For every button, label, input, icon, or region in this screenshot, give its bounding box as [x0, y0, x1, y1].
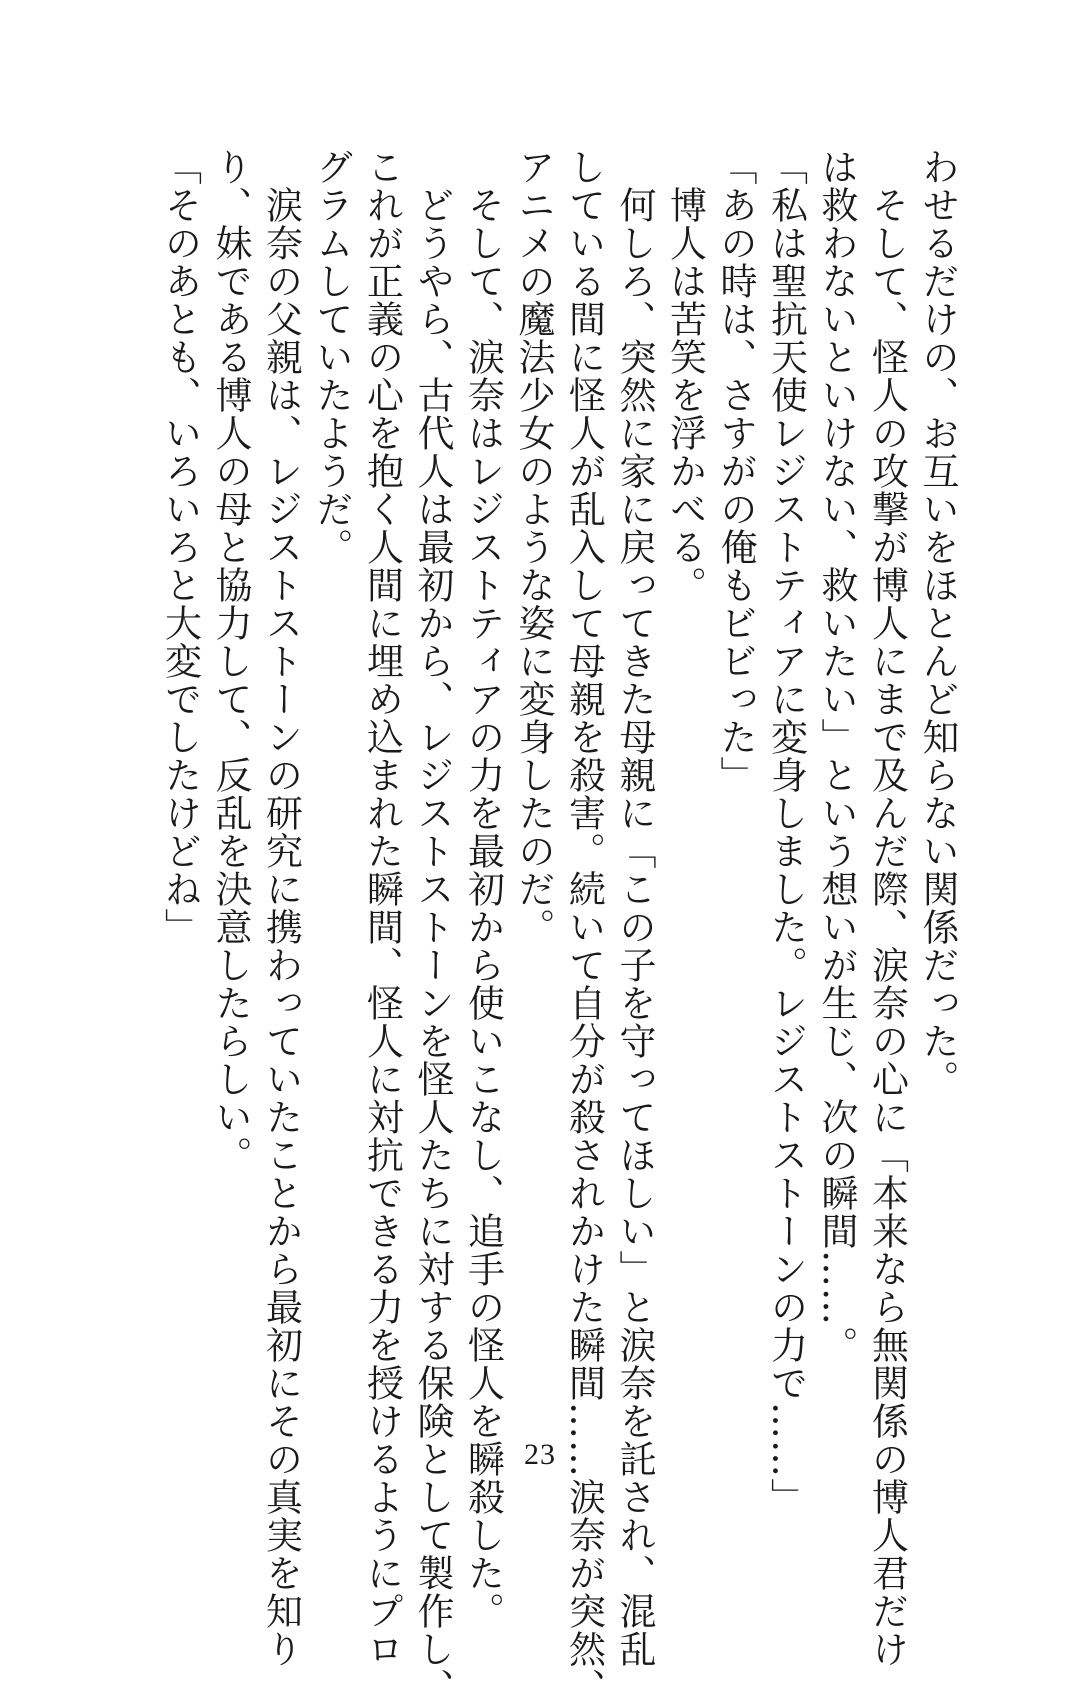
text-line: 何しろ、突然に家に戻ってきた母親に「この子を守ってほしい」と涙奈を託され、混乱 — [613, 148, 656, 1668]
text-line: している間に怪人が乱入して母親を殺害。続いて自分が殺されかけた瞬間……涙奈が突然、 — [562, 148, 606, 1706]
page-number: 23 — [524, 1438, 556, 1471]
text-line: 「私は聖抗天使レジストティアに変身しました。レジストストーンの力で……」 — [764, 148, 808, 1516]
text-line: グラムしていたようだ。 — [310, 148, 353, 566]
text-line: これが正義の心を抱く人間に埋め込まれた瞬間、怪人に対抗できる力を授けるようにプロ — [360, 148, 404, 1668]
text-line: どうやら、古代人は最初から、レジストストーンを怪人たちに対する保険として製作し、 — [411, 148, 454, 1706]
text-line: 「あの時は、さすがの俺もビビった」 — [714, 148, 757, 794]
text-line: り、妹である博人の母と協力して、反乱を決意したらしい。 — [209, 148, 252, 1174]
text-line: 涙奈の父親は、レジストストーンの研究に携わっていたことから最初にその真実を知り — [259, 148, 303, 1668]
text-line: そして、怪人の攻撃が博人にまで及んだ際、涙奈の心に「本来なら無関係の博人君だけ — [865, 148, 909, 1668]
text-line: 博人は苦笑を浮かべる。 — [663, 148, 707, 604]
text-line: アニメの魔法少女のような姿に変身したのだ。 — [512, 148, 555, 946]
text-line: は救わないといけない、救いたい」という想いが生じ、次の瞬間……。 — [815, 148, 858, 1364]
text-line: 「そのあとも、いろいろと大変でしたけどね」 — [158, 148, 202, 946]
text-line: わせるだけの、お互いをほとんど知らない関係だった。 — [916, 148, 959, 1098]
text-line: そして、涙奈はレジストティアの力を最初から使いこなし、追手の怪人を瞬殺した。 — [461, 148, 505, 1630]
